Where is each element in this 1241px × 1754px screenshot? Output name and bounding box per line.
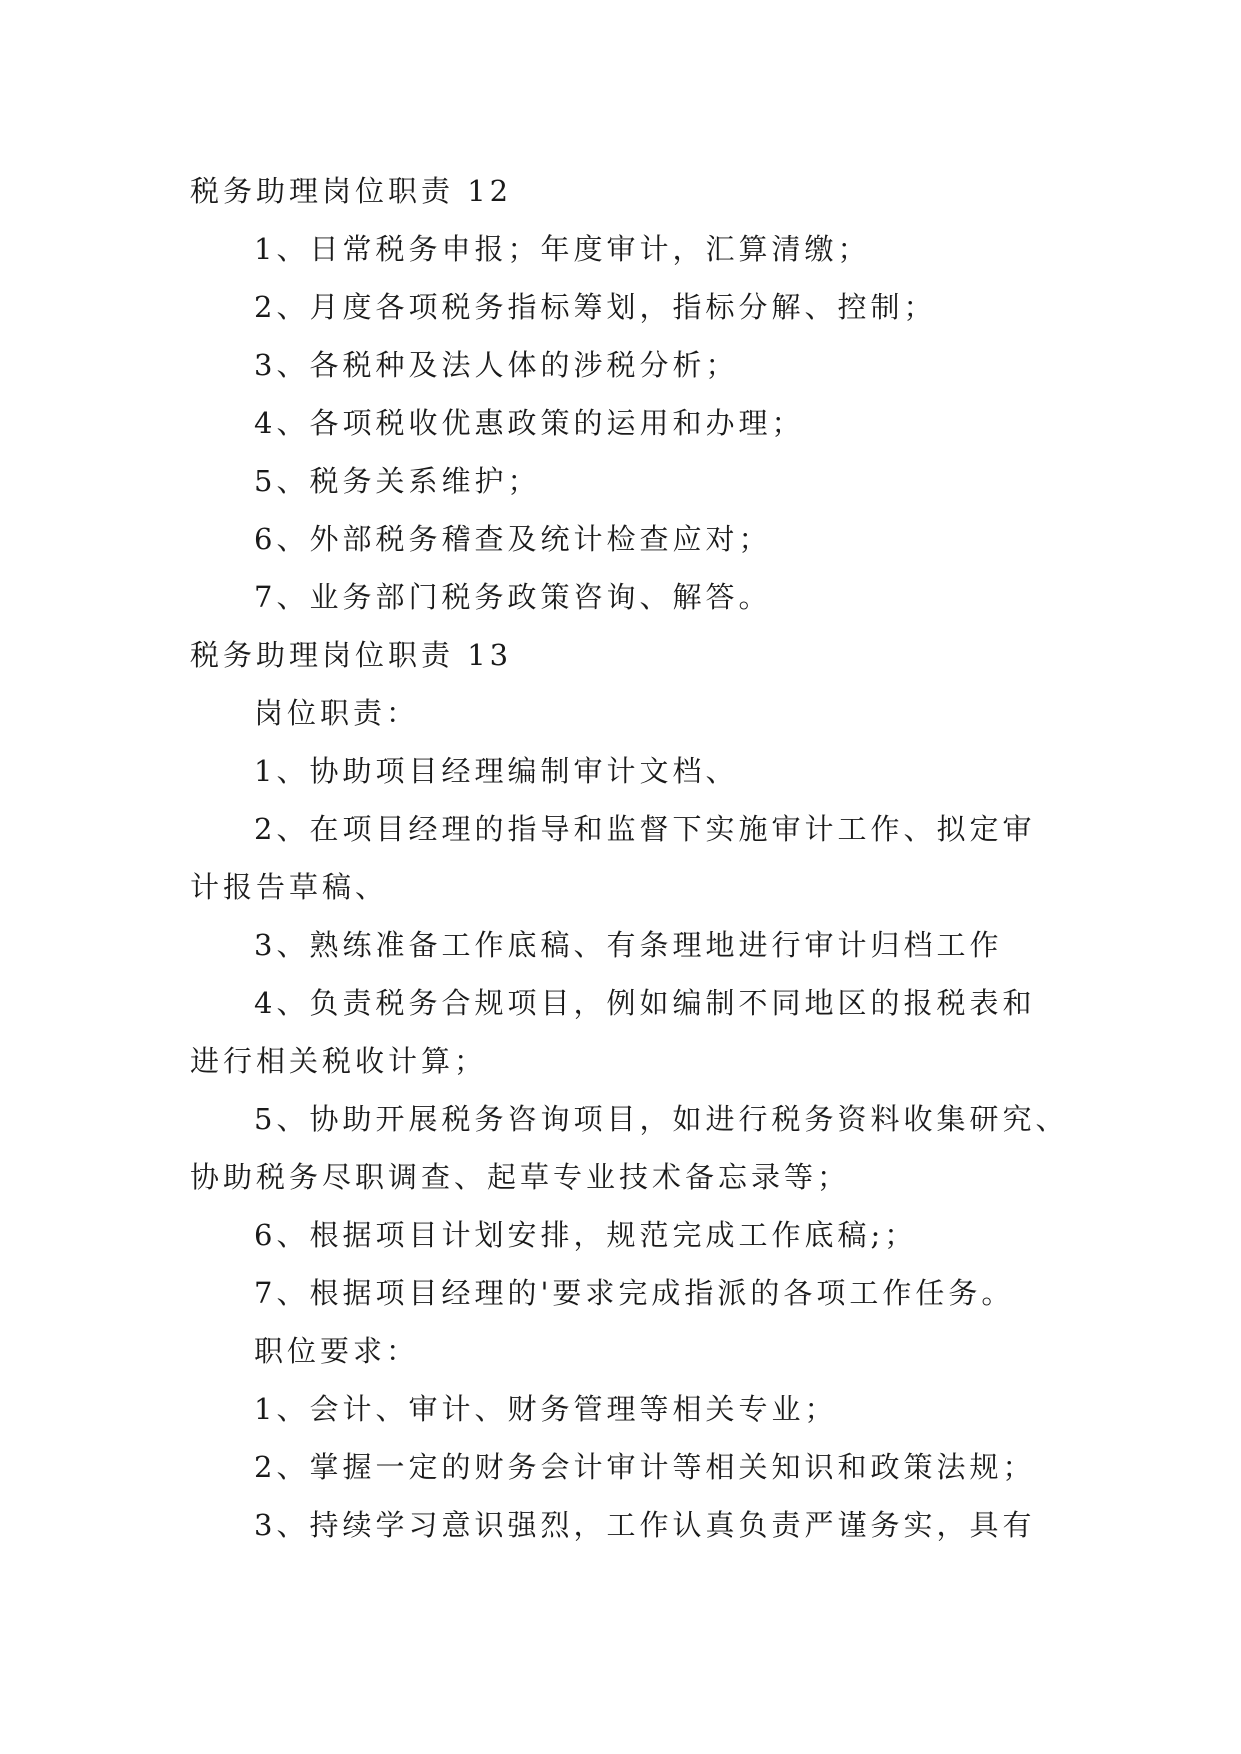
duty-7: 7、根据项目经理的'要求完成指派的各项工作任务。 <box>254 1276 1015 1310</box>
requirement-3: 3、持续学习意识强烈，工作认真负责严谨务实，具有 <box>254 1508 1036 1542</box>
duties-label: 岗位职责： <box>254 696 420 730</box>
requirement-1: 1、会计、审计、财务管理等相关专业； <box>254 1392 838 1426</box>
duty-3: 3、熟练准备工作底稿、有条理地进行审计归档工作 <box>254 928 1003 962</box>
duty-2-continued: 计报告草稿、 <box>190 870 389 904</box>
duty-1: 1、协助项目经理编制审计文档、 <box>254 754 739 788</box>
section-12-item-5: 5、税务关系维护； <box>254 464 541 498</box>
section-12-item-2: 2、月度各项税务指标筹划，指标分解、控制； <box>254 290 937 324</box>
duty-5: 5、协助开展税务咨询项目，如进行税务资料收集研究、 <box>254 1102 1069 1136</box>
section-13-title: 税务助理岗位职责 13 <box>190 638 513 672</box>
duty-4-continued: 进行相关税收计算； <box>190 1044 488 1078</box>
duty-4: 4、负责税务合规项目，例如编制不同地区的报税表和 <box>254 986 1036 1020</box>
duty-6: 6、根据项目计划安排，规范完成工作底稿;； <box>254 1218 918 1252</box>
section-12-item-3: 3、各税种及法人体的涉税分析； <box>254 348 739 382</box>
document-body <box>190 162 1090 1554</box>
requirement-2: 2、掌握一定的财务会计审计等相关知识和政策法规； <box>254 1450 1036 1484</box>
duty-2: 2、在项目经理的指导和监督下实施审计工作、拟定审 <box>254 812 1036 846</box>
requirements-label: 职位要求： <box>254 1334 420 1368</box>
duty-5-continued: 协助税务尽职调查、起草专业技术备忘录等； <box>190 1160 851 1194</box>
section-12-item-7: 7、业务部门税务政策咨询、解答。 <box>254 580 772 614</box>
section-12-item-4: 4、各项税收优惠政策的运用和办理； <box>254 406 805 440</box>
section-12-item-6: 6、外部税务稽查及统计检查应对； <box>254 522 772 556</box>
section-12-title: 税务助理岗位职责 12 <box>190 174 513 208</box>
section-12-item-1: 1、日常税务申报；年度审计，汇算清缴； <box>254 232 871 266</box>
